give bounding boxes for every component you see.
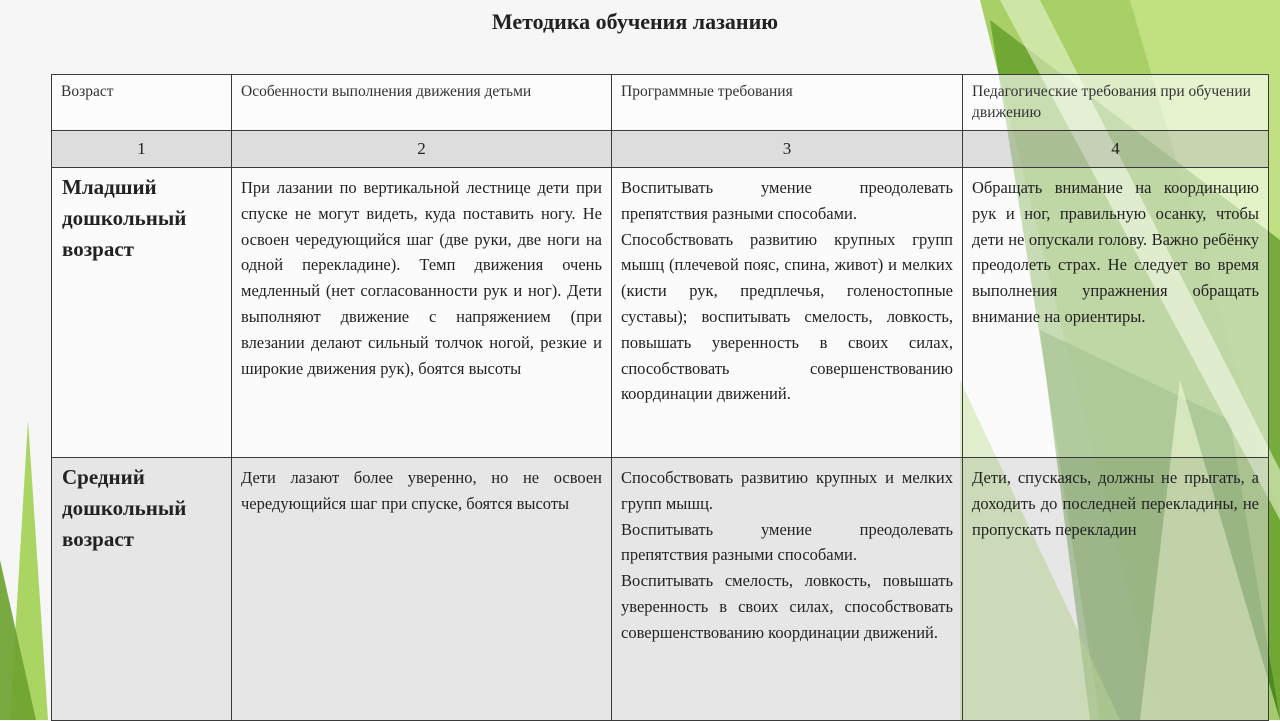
age-cell (52, 168, 232, 458)
column-number-row (52, 131, 1269, 168)
program-text: Воспитывать умение преодолевать препятствия разными способами. (621, 178, 953, 223)
page-title: Методика обучения лазанию (491, 9, 779, 34)
pedagogical-cell (963, 168, 1269, 458)
pedagogical-text: Обращать внимание на координацию рук и ног, правильную осанку, чтобы дети не опускали голову. Важно ребёнку преодолеть страх. Не следует во время выполнения упражнения обращать внимание на ориентиры. (972, 178, 1259, 326)
header-cell (52, 75, 232, 131)
age-label: Младший дошкольный возраст (62, 175, 187, 261)
column-number-cell (612, 131, 963, 168)
header-program: Программные требования (621, 83, 793, 100)
table-row (52, 168, 1269, 458)
features-text: Дети лазают более уверенно, но не освоен чередующийся шаг при спуске, боятся высоты (241, 468, 602, 513)
features-text: При лазании по вертикальной лестнице дети при спуске не могут видеть, куда поставить ногу. Не освоен чередующийся шаг (две руки, две ноги на одной перекладине). Темп движения очень медленный (нет согласованности рук и ног). Дети выполняют движение с напряжением (при влезании делают сильный толчок ногой, резкие и широкие движения рук), боятся высоты (241, 178, 602, 378)
age-cell (52, 458, 232, 721)
column-number: 2 (417, 139, 426, 158)
column-number-cell (232, 131, 612, 168)
program-cell (612, 458, 963, 721)
program-text: Воспитывать смелость, ловкость, повышать уверенность в своих силах, способствовать совершенствованию координации движений. (621, 571, 953, 642)
column-number-cell (963, 131, 1269, 168)
program-text: Способствовать развитию крупных групп мышц (плечевой пояс, спина, живот) и мелких (кисти рук, предплечья, голеностопные суставы); воспитывать смелость, ловкость, повышать уверенность в своих силах, способствовать совершенствованию координации движений. (621, 229, 953, 404)
features-cell (232, 168, 612, 458)
features-cell (232, 458, 612, 721)
column-number: 4 (1111, 139, 1120, 158)
program-text: Способствовать развитию крупных и мелких групп мышц. (621, 468, 953, 513)
header-pedagogical: Педагогические требования при обучении движению (972, 83, 1251, 121)
pedagogical-text: Дети, спускаясь, должны не прыгать, а доходить до последней перекладины, не пропускать перекладин (972, 468, 1259, 539)
program-cell (612, 168, 963, 458)
header-age: Возраст (61, 83, 114, 100)
table-row (52, 458, 1269, 721)
header-cell (232, 75, 612, 131)
header-cell (612, 75, 963, 131)
header-cell (963, 75, 1269, 131)
age-label: Средний дошкольный возраст (62, 465, 187, 551)
climbing-methods-table (51, 74, 1269, 721)
program-text: Воспитывать умение преодолевать препятствия разными способами. (621, 519, 953, 565)
header-features: Особенности выполнения движения детьми (241, 83, 532, 100)
column-number: 3 (782, 139, 792, 158)
column-number: 1 (137, 139, 146, 158)
pedagogical-cell (963, 458, 1269, 721)
table-header-row (52, 75, 1269, 131)
column-number-cell (52, 131, 232, 168)
